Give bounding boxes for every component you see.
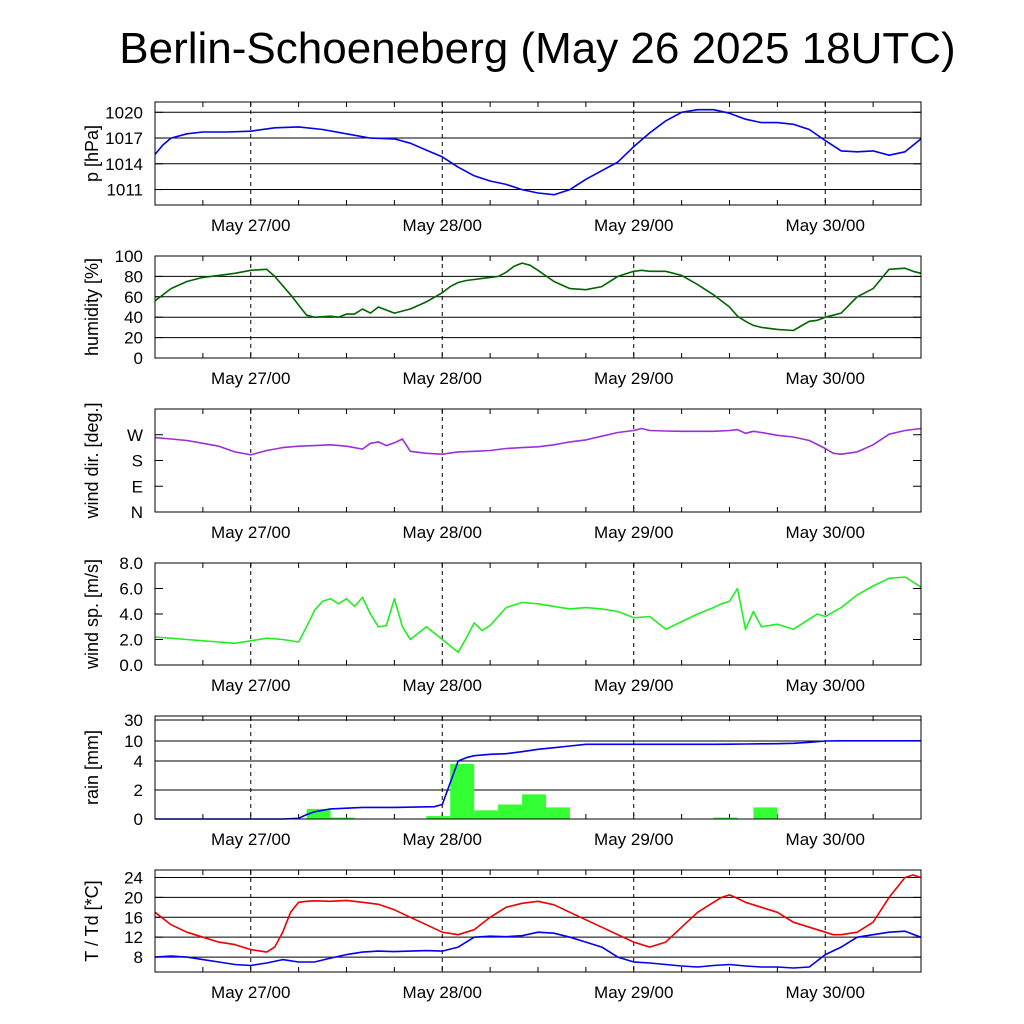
humidity-xtick-label: May 28/00 bbox=[402, 369, 482, 388]
rain-ylabel: rain [mm] bbox=[82, 729, 102, 806]
wind_direction-ytick-label: E bbox=[131, 477, 143, 497]
wind_speed-series-wind-speed bbox=[155, 577, 921, 652]
rain-bar bbox=[498, 805, 522, 820]
wind_direction-ytick-label: W bbox=[126, 425, 143, 445]
humidity-xtick-label: May 27/00 bbox=[211, 369, 291, 388]
wind_speed-ytick-label: 0.0 bbox=[119, 656, 143, 675]
wind_direction-series-wind-direction bbox=[155, 429, 921, 455]
wind_speed-ylabel: wind sp. [m/s] bbox=[82, 558, 102, 670]
rain-ytick-label: 0 bbox=[133, 810, 143, 829]
temperature-ytick-label: 20 bbox=[124, 888, 143, 908]
rain-xtick-label: May 30/00 bbox=[785, 830, 865, 849]
rain-bar bbox=[753, 807, 777, 819]
rain-ytick-label: 10 bbox=[124, 732, 143, 751]
rain-bar bbox=[546, 807, 570, 819]
pressure-ytick-label: 1014 bbox=[105, 154, 143, 174]
chart-title: Berlin-Schoeneberg (May 26 2025 18UTC) bbox=[119, 24, 956, 73]
rain-bar bbox=[522, 794, 546, 819]
humidity-ytick-label: 80 bbox=[124, 267, 143, 287]
humidity-ytick-label: 20 bbox=[124, 328, 143, 348]
pressure-xtick-label: May 29/00 bbox=[594, 216, 674, 235]
temperature-xtick-label: May 27/00 bbox=[211, 983, 291, 1002]
pressure-ytick-label: 1020 bbox=[105, 103, 143, 123]
wind_speed-ytick-label: 8.0 bbox=[119, 554, 143, 573]
wind_direction-xtick-label: May 30/00 bbox=[785, 523, 865, 542]
temperature-xtick-label: May 30/00 bbox=[785, 983, 865, 1002]
temperature-ytick-label: 8 bbox=[133, 948, 143, 968]
wind_direction-xtick-label: May 29/00 bbox=[594, 523, 674, 542]
rain-ytick-label: 2 bbox=[133, 781, 143, 800]
wind_speed-xtick-label: May 27/00 bbox=[211, 676, 291, 695]
temperature-ylabel: T / Td [*C] bbox=[82, 880, 102, 962]
temperature-xtick-label: May 28/00 bbox=[402, 983, 482, 1002]
wind_speed-ytick-label: 6.0 bbox=[119, 579, 143, 599]
rain-ytick-label: 30 bbox=[124, 711, 143, 730]
wind_direction-ytick-label: S bbox=[131, 451, 143, 471]
wind_speed-ytick-label: 2.0 bbox=[119, 630, 143, 650]
pressure-series-pressure bbox=[155, 110, 921, 195]
humidity-ylabel: humidity [%] bbox=[82, 257, 102, 357]
temperature-ytick-label: 12 bbox=[124, 928, 143, 948]
wind_speed-xtick-label: May 29/00 bbox=[594, 676, 674, 695]
temperature-ytick-label: 24 bbox=[124, 868, 143, 888]
pressure-ylabel: p [hPa] bbox=[82, 124, 102, 183]
wind_speed-xtick-label: May 30/00 bbox=[785, 676, 865, 695]
temperature-ytick-label: 16 bbox=[124, 908, 143, 928]
pressure-ytick-label: 1017 bbox=[105, 129, 143, 149]
pressure-ytick-label: 1011 bbox=[106, 180, 143, 200]
rain-ytick-label: 4 bbox=[133, 752, 143, 771]
wind_speed-ytick-label: 4.0 bbox=[119, 605, 143, 624]
wind_direction-ytick-label: N bbox=[130, 503, 143, 522]
pressure-xtick-label: May 27/00 bbox=[211, 216, 291, 235]
rain-xtick-label: May 27/00 bbox=[211, 830, 291, 849]
humidity-xtick-label: May 30/00 bbox=[785, 369, 865, 388]
wind_direction-xtick-label: May 28/00 bbox=[402, 523, 482, 542]
pressure-xtick-label: May 28/00 bbox=[402, 216, 482, 235]
temperature-series-T bbox=[155, 875, 921, 952]
wind_direction-frame bbox=[155, 409, 921, 512]
rain-bar bbox=[474, 810, 498, 819]
wind_speed-xtick-label: May 28/00 bbox=[402, 676, 482, 695]
wind_speed-frame bbox=[155, 563, 921, 665]
wind_direction-xtick-label: May 27/00 bbox=[211, 523, 291, 542]
rain-xtick-label: May 28/00 bbox=[402, 830, 482, 849]
wind_direction-ylabel: wind dir. [deg.] bbox=[82, 402, 102, 519]
humidity-ytick-label: 100 bbox=[114, 247, 143, 266]
rain-xtick-label: May 29/00 bbox=[594, 830, 674, 849]
humidity-ytick-label: 0 bbox=[133, 349, 143, 368]
temperature-xtick-label: May 29/00 bbox=[594, 983, 674, 1002]
humidity-xtick-label: May 29/00 bbox=[594, 369, 674, 388]
pressure-xtick-label: May 30/00 bbox=[785, 216, 865, 235]
humidity-ytick-label: 60 bbox=[124, 287, 143, 307]
humidity-ytick-label: 40 bbox=[124, 308, 143, 328]
